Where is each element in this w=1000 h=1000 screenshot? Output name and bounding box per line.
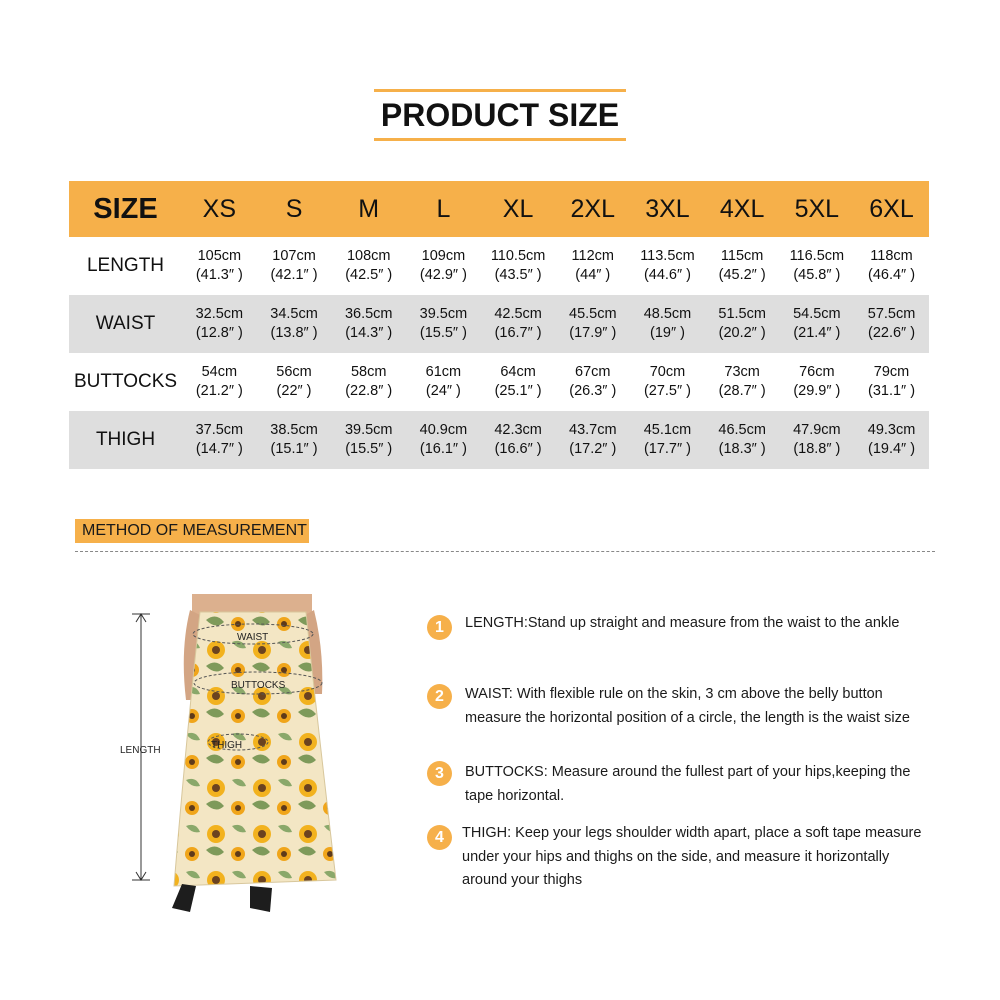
table-cell <box>705 363 780 401</box>
table-cell <box>182 421 257 459</box>
page-title-block <box>374 89 626 141</box>
step-number-badge: 3 <box>427 761 452 786</box>
table-row-thigh <box>69 411 929 469</box>
title-top-rule <box>374 89 626 92</box>
table-cell <box>481 305 556 343</box>
cell-cm-value: 73cm <box>724 364 760 380</box>
table-cell <box>257 247 332 285</box>
cell-inch-value: (16.6″ ) <box>494 441 542 457</box>
step-number-badge: 2 <box>427 684 452 709</box>
cell-cm-value: 40.9cm <box>419 422 468 438</box>
figure-label-length: LENGTH <box>120 745 161 756</box>
cell-inch-value: (15.5″ ) <box>345 441 393 457</box>
cell-inch-value: (12.8″ ) <box>195 325 243 341</box>
step-text: BUTTOCKS: Measure around the fullest part of your hips,keeping the tape horizontal. <box>465 764 911 804</box>
table-cell <box>331 305 406 343</box>
cell-inch-value: (42.1″ ) <box>270 267 318 283</box>
cell-inch-value: (17.2″ ) <box>569 441 617 457</box>
size-header-label: SIZE <box>93 192 158 225</box>
table-cell <box>182 305 257 343</box>
table-cell <box>780 305 855 343</box>
cell-cm-value: 51.5cm <box>718 306 766 322</box>
cell-inch-value: (42.5″ ) <box>345 267 393 283</box>
cell-cm-value: 45.1cm <box>643 422 692 438</box>
cell-inch-value: (13.8″ ) <box>270 325 318 341</box>
method-heading <box>75 519 309 543</box>
cell-inch-value: (46.4″ ) <box>868 267 916 283</box>
cell-cm-value: 42.5cm <box>494 306 542 322</box>
table-cell <box>854 421 929 459</box>
row-label: LENGTH <box>86 255 165 276</box>
size-col-m: M <box>358 194 380 223</box>
measurement-figure <box>110 590 350 920</box>
step-text: LENGTH:Stand up straight and measure from the waist to the ankle <box>465 615 900 631</box>
cell-inch-value: (29.9″ ) <box>793 383 841 399</box>
size-table-body <box>69 237 929 469</box>
cell-inch-value: (15.5″ ) <box>419 325 467 341</box>
cell-inch-value: (19″ ) <box>649 325 685 341</box>
table-cell <box>331 247 406 285</box>
cell-cm-value: 32.5cm <box>195 306 244 322</box>
cell-cm-value: 56cm <box>276 364 312 380</box>
cell-cm-value: 37.5cm <box>195 422 244 438</box>
cell-cm-value: 67cm <box>575 364 611 380</box>
table-cell <box>257 363 332 401</box>
table-row-length <box>69 237 929 295</box>
size-col-2xl: 2XL <box>570 194 616 223</box>
step-number-badge: 1 <box>427 615 452 640</box>
cell-inch-value: (21.4″ ) <box>793 325 841 341</box>
table-cell <box>406 305 481 343</box>
row-label: THIGH <box>95 429 156 450</box>
cell-inch-value: (18.3″ ) <box>718 441 766 457</box>
step-number-badge: 4 <box>427 825 452 850</box>
table-cell <box>406 247 481 285</box>
size-col-s: S <box>285 194 303 223</box>
table-cell <box>555 363 630 401</box>
table-cell <box>555 305 630 343</box>
cell-cm-value: 58cm <box>350 364 387 380</box>
table-row-buttocks <box>69 353 929 411</box>
table-cell <box>854 305 929 343</box>
table-cell <box>630 363 705 401</box>
size-col-xl: XL <box>502 194 534 223</box>
step-text: WAIST: With flexible rule on the skin, 3 cm above the belly button measure the horizontal position of a circle, the length is the waist size <box>465 686 910 726</box>
table-cell <box>481 247 556 285</box>
cell-inch-value: (42.9″ ) <box>419 267 467 283</box>
size-col-4xl: 4XL <box>719 194 765 223</box>
table-cell <box>630 247 705 285</box>
cell-cm-value: 39.5cm <box>419 306 468 322</box>
cell-cm-value: 110.5cm <box>490 248 546 264</box>
table-cell <box>481 363 556 401</box>
figure-label-buttocks: BUTTOCKS <box>231 680 286 691</box>
cell-cm-value: 61cm <box>425 364 462 380</box>
cell-cm-value: 70cm <box>649 364 686 380</box>
cell-inch-value: (16.1″ ) <box>419 441 467 457</box>
size-col-3xl: 3XL <box>645 194 690 223</box>
cell-cm-value: 57.5cm <box>867 306 916 322</box>
table-cell <box>705 421 780 459</box>
cell-cm-value: 47.9cm <box>793 422 841 438</box>
cell-cm-value: 112cm <box>571 248 614 264</box>
cell-inch-value: (18.8″ ) <box>793 441 841 457</box>
table-cell <box>481 421 556 459</box>
table-cell <box>182 247 257 285</box>
cell-cm-value: 46.5cm <box>718 422 766 438</box>
cell-inch-value: (31.1″ ) <box>868 383 916 399</box>
table-cell <box>854 363 929 401</box>
size-col-5xl: 5XL <box>794 194 840 223</box>
cell-inch-value: (21.2″ ) <box>195 383 243 399</box>
cell-cm-value: 42.3cm <box>494 422 542 438</box>
cell-inch-value: (16.7″ ) <box>494 325 542 341</box>
cell-cm-value: 54cm <box>201 364 238 380</box>
cell-inch-value: (22″ ) <box>276 383 312 399</box>
table-cell <box>331 421 406 459</box>
cell-cm-value: 45.5cm <box>569 306 617 322</box>
table-cell <box>705 247 780 285</box>
page-title: PRODUCT SIZE <box>380 97 620 133</box>
cell-cm-value: 107cm <box>272 248 316 264</box>
size-col-xs: XS <box>202 194 237 223</box>
table-cell <box>406 363 481 401</box>
cell-inch-value: (15.1″ ) <box>270 441 318 457</box>
cell-cm-value: 36.5cm <box>344 306 393 322</box>
title-bottom-rule <box>374 138 626 141</box>
table-cell <box>257 305 332 343</box>
row-label: BUTTOCKS <box>73 371 178 392</box>
size-table-header <box>69 181 929 237</box>
table-cell <box>705 305 780 343</box>
cell-inch-value: (28.7″ ) <box>718 383 766 399</box>
cell-inch-value: (14.7″ ) <box>195 441 243 457</box>
cell-inch-value: (17.9″ ) <box>569 325 617 341</box>
step-text: THIGH: Keep your legs shoulder width apart, place a soft tape measure under your hips and thighs on the side, and measure it horizontally around your thighs <box>462 825 922 888</box>
table-cell <box>182 363 257 401</box>
cell-cm-value: 64cm <box>500 364 536 380</box>
cell-cm-value: 79cm <box>873 364 910 380</box>
cell-cm-value: 49.3cm <box>867 422 916 438</box>
cell-inch-value: (22.8″ ) <box>345 383 393 399</box>
cell-inch-value: (41.3″ ) <box>195 267 243 283</box>
table-cell <box>331 363 406 401</box>
table-cell <box>630 421 705 459</box>
table-cell <box>854 247 929 285</box>
table-cell <box>780 421 855 459</box>
table-cell <box>555 247 630 285</box>
cell-cm-value: 34.5cm <box>270 306 318 322</box>
cell-inch-value: (26.3″ ) <box>569 383 617 399</box>
size-col-l: L <box>436 194 451 223</box>
table-cell <box>630 305 705 343</box>
cell-cm-value: 118cm <box>870 248 913 264</box>
cell-cm-value: 109cm <box>421 248 466 264</box>
table-cell <box>780 363 855 401</box>
size-col-6xl: 6XL <box>869 194 914 223</box>
cell-cm-value: 76cm <box>799 364 835 380</box>
cell-cm-value: 116.5cm <box>789 248 845 264</box>
cell-cm-value: 108cm <box>346 248 391 264</box>
cell-cm-value: 43.7cm <box>569 422 617 438</box>
cell-inch-value: (45.8″ ) <box>793 267 841 283</box>
cell-cm-value: 113.5cm <box>640 248 695 264</box>
cell-inch-value: (19.4″ ) <box>868 441 916 457</box>
cell-inch-value: (25.1″ ) <box>494 383 542 399</box>
table-cell <box>780 247 855 285</box>
size-table <box>69 181 929 469</box>
cell-inch-value: (17.7″ ) <box>643 441 691 457</box>
cell-inch-value: (44.6″ ) <box>643 267 691 283</box>
table-cell <box>406 421 481 459</box>
table-row-waist <box>69 295 929 353</box>
cell-inch-value: (22.6″ ) <box>868 325 916 341</box>
cell-inch-value: (27.5″ ) <box>643 383 691 399</box>
cell-cm-value: 38.5cm <box>270 422 318 438</box>
method-heading-text: METHOD OF MEASUREMENT <box>82 522 307 539</box>
cell-cm-value: 39.5cm <box>344 422 393 438</box>
figure-label-thigh: THIGH <box>211 740 243 751</box>
cell-cm-value: 105cm <box>197 248 242 264</box>
dashed-divider <box>75 551 935 552</box>
cell-inch-value: (45.2″ ) <box>718 267 766 283</box>
cell-cm-value: 54.5cm <box>793 306 841 322</box>
cell-cm-value: 115cm <box>720 248 764 264</box>
cell-inch-value: (20.2″ ) <box>718 325 766 341</box>
table-cell <box>257 421 332 459</box>
table-cell <box>555 421 630 459</box>
cell-inch-value: (24″ ) <box>425 383 461 399</box>
row-label: WAIST <box>95 313 156 334</box>
cell-cm-value: 48.5cm <box>643 306 692 322</box>
cell-inch-value: (43.5″ ) <box>494 267 542 283</box>
cell-inch-value: (44″ ) <box>575 267 611 283</box>
figure-label-waist: WAIST <box>237 632 269 643</box>
cell-inch-value: (14.3″ ) <box>345 325 393 341</box>
